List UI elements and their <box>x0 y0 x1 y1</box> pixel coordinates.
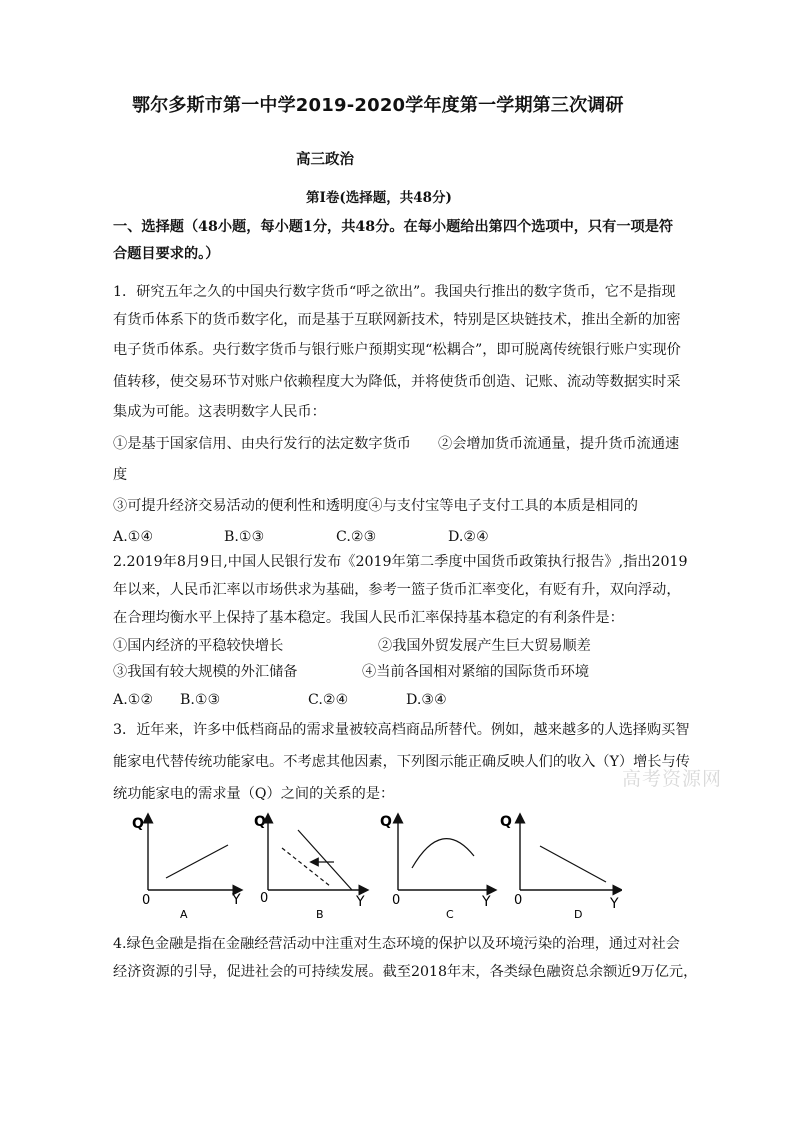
graph-c-origin: 0 <box>392 893 401 908</box>
graph-a-caption: A <box>180 908 188 921</box>
watermark-logo: 高考资源网 <box>622 768 723 790</box>
q1-stem-line: 电子货币体系。央行数字货币与银行账户预期实现“松耦合”，即可脱离传统银行账户实现价 <box>113 342 681 358</box>
graph-option-b[interactable] <box>252 810 370 922</box>
graph-d-curve <box>540 846 606 882</box>
page-subtitle: 高三政治 <box>296 152 354 168</box>
graph-b-caption: B <box>316 908 324 921</box>
page-title: 鄂尔多斯市第一中学2019-2020学年度第一学期第三次调研 <box>132 95 624 116</box>
q2-option-c[interactable]: C.②④ <box>308 692 349 708</box>
q1-statement: ①是基于国家信用、由央行发行的法定数字货币 <box>113 436 411 452</box>
graph-a-xlabel: Y <box>232 892 241 908</box>
q1-option-d[interactable]: D.②④ <box>448 529 489 545</box>
graph-b-shifted-curve <box>282 848 330 886</box>
graph-b-ylabel: Q <box>254 814 266 830</box>
graph-option-c[interactable] <box>380 810 498 922</box>
q2-option-b[interactable]: B.①③ <box>180 692 221 708</box>
graph-option-a[interactable] <box>132 810 250 922</box>
graph-a-origin: 0 <box>142 893 151 908</box>
graph-b-curve <box>298 830 352 890</box>
graph-d-origin: 0 <box>514 893 523 908</box>
graph-c-ylabel: Q <box>380 814 392 830</box>
q2-stem-line: 2.2019年8月9日,中国人民银行发布《2019年第二季度中国货币政策执行报告》,指出2019 <box>113 554 688 570</box>
graph-c-xlabel: Y <box>482 894 491 910</box>
q4-stem-line: 经济资源的引导，促进社会的可持续发展。截至2018年末，各类绿色融资总余额近9万亿元， <box>113 964 698 980</box>
graph-b-origin: 0 <box>260 891 269 906</box>
graph-b-xlabel: Y <box>356 894 365 910</box>
graph-c-curve <box>412 839 474 868</box>
q1-stem-line: 有货币体系下的货币数字化，而是基于互联网新技术，特别是区块链技术，推出全新的加密 <box>113 312 681 328</box>
q2-statement: ①国内经济的平稳较快增长 <box>113 638 284 654</box>
q2-statement: ④当前各国相对紧缩的国际货币环境 <box>362 664 590 680</box>
q1-option-a[interactable]: A.①④ <box>113 529 154 545</box>
graph-a-ylabel: Q <box>132 816 144 832</box>
q1-stem-line: 1．研究五年之久的中国央行数字货币“呼之欲出”。我国央行推出的数字货币，它不是指现 <box>113 284 676 300</box>
q1-statement: 度 <box>113 467 128 483</box>
q2-statement: ③我国有较大规模的外汇储备 <box>113 664 298 680</box>
q1-statement: ③可提升经济交易活动的便利性和透明度④与支付宝等电子支付工具的本质是相同的 <box>113 498 638 514</box>
graph-d-ylabel: Q <box>500 814 512 830</box>
q1-option-b[interactable]: B.①③ <box>224 529 265 545</box>
q3-stem-line: 统功能家电的需求量（Q）之间的关系的是： <box>113 786 395 802</box>
q2-stem-line: 年以来，人民币汇率以市场供求为基础，参考一篮子货币汇率变化，有贬有升，双向浮动， <box>113 582 681 598</box>
q3-stem-line: 能家电代替传统功能家电。不考虑其他因素，下列图示能正确反映人们的收入（Y）增长与传 <box>113 754 690 770</box>
q1-option-c[interactable]: C.②③ <box>336 529 377 545</box>
q4-stem-line: 4.绿色金融是指在金融经营活动中注重对生态环境的保护以及环境污染的治理，通过对社会 <box>113 936 680 952</box>
q2-statement: ②我国外贸发展产生巨大贸易顺差 <box>378 638 591 654</box>
q2-option-d[interactable]: D.③④ <box>406 692 447 708</box>
q1-stem-line: 集成为可能。这表明数字人民币： <box>113 404 326 420</box>
graph-c-caption: C <box>446 908 454 921</box>
instructions-line: 合题目要求的。） <box>113 246 220 262</box>
graph-a-curve <box>166 845 228 878</box>
graph-option-d[interactable] <box>500 810 622 922</box>
q1-statement: ②会增加货币流通量，提升货币流通速 <box>438 436 680 452</box>
q2-option-a[interactable]: A.①② <box>113 692 154 708</box>
q1-stem-line: 值转移，使交易环节对账户依赖程度大为降低，并将使货币创造、记账、流动等数据实时采 <box>113 374 681 390</box>
q3-stem-line: 3．近年来，许多中低档商品的需求量被较高档商品所替代。例如，越来越多的人选择购买智 <box>113 722 690 738</box>
instructions-line: 一、选择题（48小题，每小题1分，共48分。在每小题给出第四个选项中，只有一项是符 <box>113 219 674 235</box>
graph-d-xlabel: Y <box>610 896 619 912</box>
section-heading: 第Ⅰ卷(选择题，共48分) <box>306 190 452 206</box>
graph-d-caption: D <box>574 908 583 921</box>
q2-stem-line: 在合理均衡水平上保持了基本稳定。我国人民币汇率保持基本稳定的有利条件是： <box>113 610 624 626</box>
